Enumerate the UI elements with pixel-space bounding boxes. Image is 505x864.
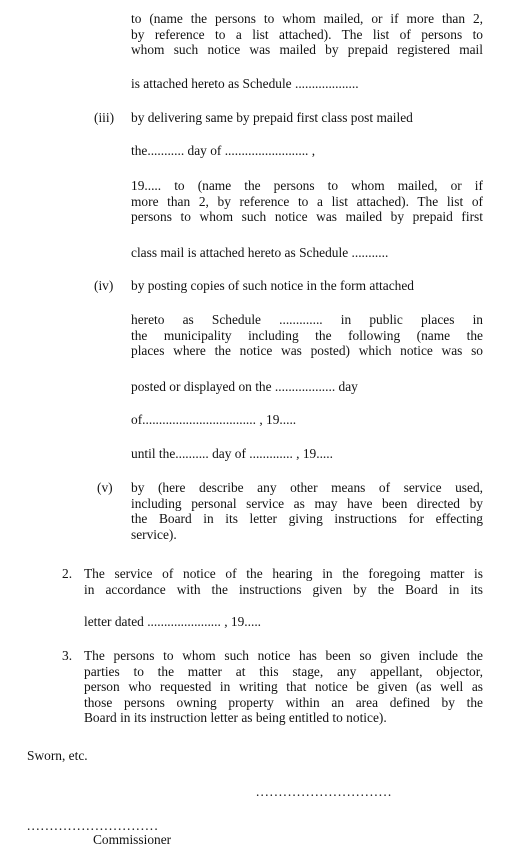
item-iii-schedule-line: class mail is attached hereto as Schedule ...........	[131, 245, 389, 260]
para-2-paragraph	[84, 566, 483, 597]
item-iv-line: places where the notice was posted) which notice was so	[131, 343, 483, 358]
item-iv-line: the municipality including the following (name the	[131, 327, 483, 343]
para-3-line: person who requested in writing that notice be given (as well as	[84, 679, 483, 694]
signature-line: ..............................	[256, 784, 393, 799]
item-iii-number: (iii)	[94, 110, 115, 125]
intro-line: by reference to a list attached). The list of persons to	[131, 26, 483, 42]
intro-line: whom such notice was mailed by prepaid registered mail	[131, 42, 483, 57]
intro-line: to (name the persons to whom mailed, or if more than 2,	[131, 11, 483, 26]
item-v-line: the Board in its letter giving instructions for effecting	[131, 511, 483, 526]
item-iv-line1: by posting copies of such notice in the form attached	[131, 278, 414, 293]
para-2-line: in accordance with the instructions given by the Board in its	[84, 581, 483, 597]
commissioner-label: Commissioner	[93, 832, 172, 847]
intro-paragraph	[131, 11, 483, 58]
item-v-line: service).	[131, 526, 177, 542]
item-v-number: (v)	[97, 480, 113, 495]
item-v-line: by (here describe any other means of service used,	[131, 480, 483, 495]
para-2-number: 2.	[62, 566, 73, 581]
item-v-paragraph	[131, 480, 483, 542]
item-iv-of-line: of.................................. , 19.....	[131, 412, 297, 427]
para-3-line: Board in its instruction letter as being entitled to notice).	[84, 710, 387, 725]
item-iii-line: 19..... to (name the persons to whom mailed, or if	[131, 178, 483, 193]
para-3-number: 3.	[62, 648, 73, 663]
sworn-text: Sworn, etc.	[27, 748, 88, 763]
para-2-letter-dated: letter dated ...................... , 19.....	[84, 614, 262, 629]
para-3-line: parties to the matter at this stage, any appellant, objector,	[84, 663, 483, 679]
para-2-line: The service of notice of the hearing in the foregoing matter is	[84, 566, 483, 581]
para-3-line: those persons owning property within an area defined by the	[84, 694, 483, 710]
para-3-paragraph	[84, 648, 483, 726]
commissioner-signature-line: .............................	[27, 818, 159, 833]
item-iii-line1: by delivering same by prepaid first class post mailed	[131, 110, 413, 125]
item-iv-line: hereto as Schedule ............. in public places in	[131, 312, 483, 327]
item-iii-line: more than 2, by reference to a list attached). The list of	[131, 193, 483, 209]
item-iv-number: (iv)	[94, 278, 114, 293]
item-iv-paragraph	[131, 312, 483, 359]
item-iii-paragraph	[131, 178, 483, 225]
item-iv-until-line: until the.......... day of ............. , 19.....	[131, 446, 333, 461]
item-iv-posted-line: posted or displayed on the .................. day	[131, 379, 358, 394]
item-v-line: including personal service as may have been directed by	[131, 495, 483, 511]
intro-schedule-line: is attached hereto as Schedule ...................	[131, 76, 359, 91]
para-3-line: The persons to whom such notice has been so given include the	[84, 648, 483, 663]
item-iii-line: persons to whom such notice was mailed by prepaid first	[131, 209, 483, 224]
item-iii-date-line: the........... day of ......................... ,	[131, 143, 316, 158]
